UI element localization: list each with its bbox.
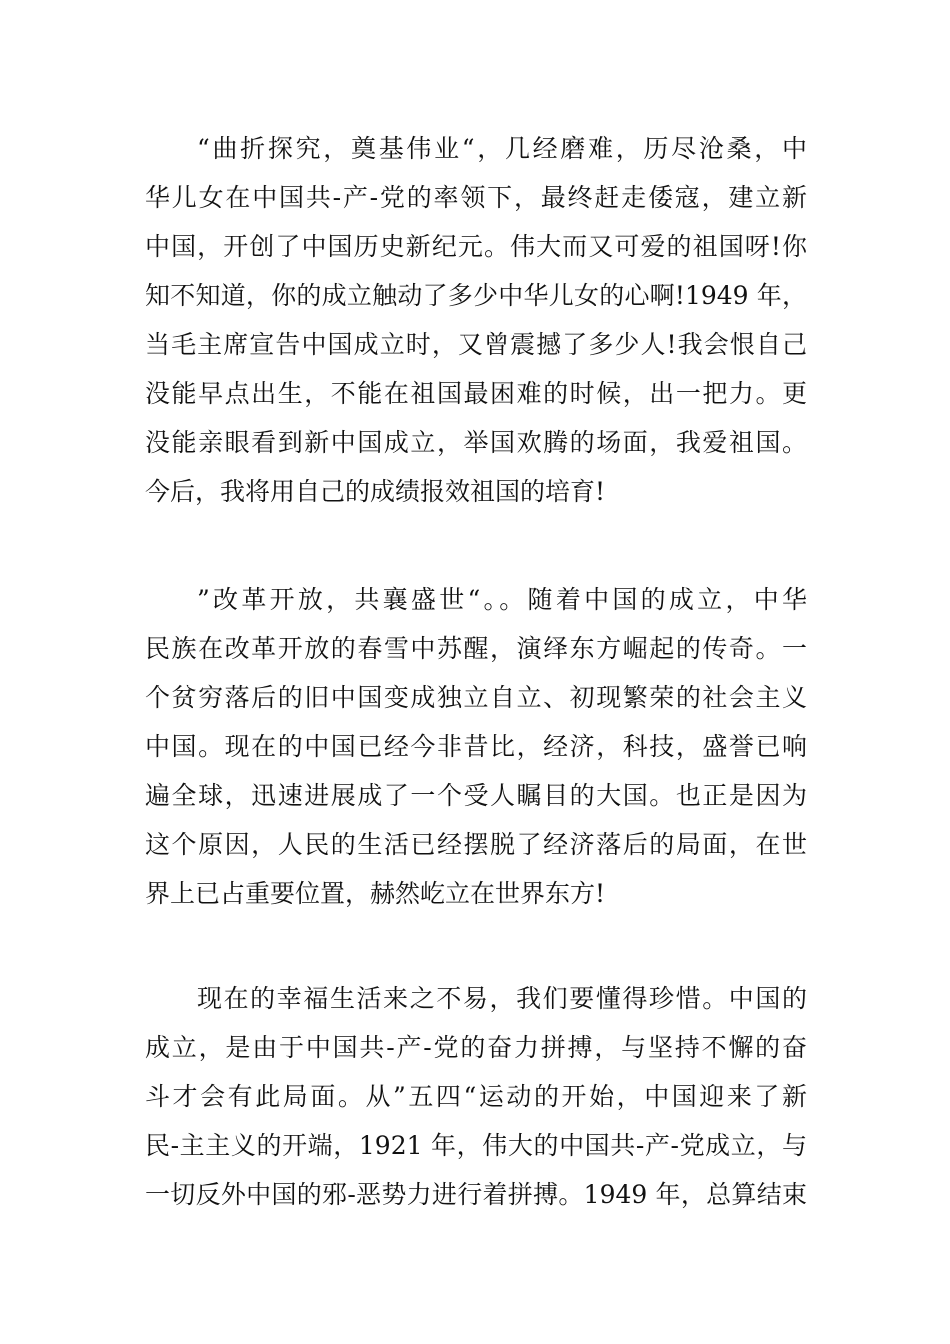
text-line: 遍全球，迅速进展成了一个受人瞩目的大国。也正是因为 bbox=[145, 781, 807, 810]
text-line: 个贫穷落后的旧中国变成独立自立、初现繁荣的社会主义 bbox=[145, 683, 807, 712]
text-line: 成立，是由于中国共-产-党的奋力拼搏，与坚持不懈的奋 bbox=[145, 1033, 807, 1062]
text-line: 没能早点出生，不能在祖国最困难的时候，出一把力。更 bbox=[145, 379, 807, 408]
text-line: 知不知道，你的成立触动了多少中华儿女的心啊!1949 年， bbox=[145, 281, 807, 310]
text-line: 中国，开创了中国历史新纪元。伟大而又可爱的祖国呀!你 bbox=[145, 232, 807, 261]
text-line: 当毛主席宣告中国成立时，又曾震撼了多少人!我会恨自己 bbox=[145, 330, 807, 359]
text-line: 民族在改革开放的春雪中苏醒，演绎东方崛起的传奇。一 bbox=[145, 634, 807, 663]
text-line: 这个原因，人民的生活已经摆脱了经济落后的局面，在世 bbox=[145, 830, 807, 859]
paragraph-2 bbox=[145, 575, 807, 918]
text-line: 中国。现在的中国已经今非昔比，经济，科技，盛誉已响 bbox=[145, 732, 807, 761]
text-line: 现在的幸福生活来之不易，我们要懂得珍惜。中国的 bbox=[197, 984, 807, 1013]
text-line: “曲折探究，奠基伟业“，几经磨难，历尽沧桑，中 bbox=[197, 134, 807, 163]
text-line: 界上已占重要位置，赫然屹立在世界东方! bbox=[145, 879, 606, 908]
paragraph-1 bbox=[145, 124, 807, 516]
text-line: 今后，我将用自己的成绩报效祖国的培育! bbox=[145, 477, 606, 506]
paragraph-3 bbox=[145, 974, 807, 1219]
text-line: 一切反外中国的邪-恶势力进行着拼搏。1949 年，总算结束 bbox=[145, 1180, 807, 1209]
text-line: 斗才会有此局面。从”五四“运动的开始，中国迎来了新 bbox=[145, 1082, 807, 1111]
text-line: 民-主主义的开端，1921 年，伟大的中国共-产-党成立，与 bbox=[145, 1131, 807, 1160]
text-line: ”改革开放，共襄盛世“。。随着中国的成立，中华 bbox=[197, 585, 807, 614]
text-line: 没能亲眼看到新中国成立，举国欢腾的场面，我爱祖国。 bbox=[145, 428, 807, 457]
text-line: 华儿女在中国共-产-党的率领下，最终赶走倭寇，建立新 bbox=[145, 183, 807, 212]
